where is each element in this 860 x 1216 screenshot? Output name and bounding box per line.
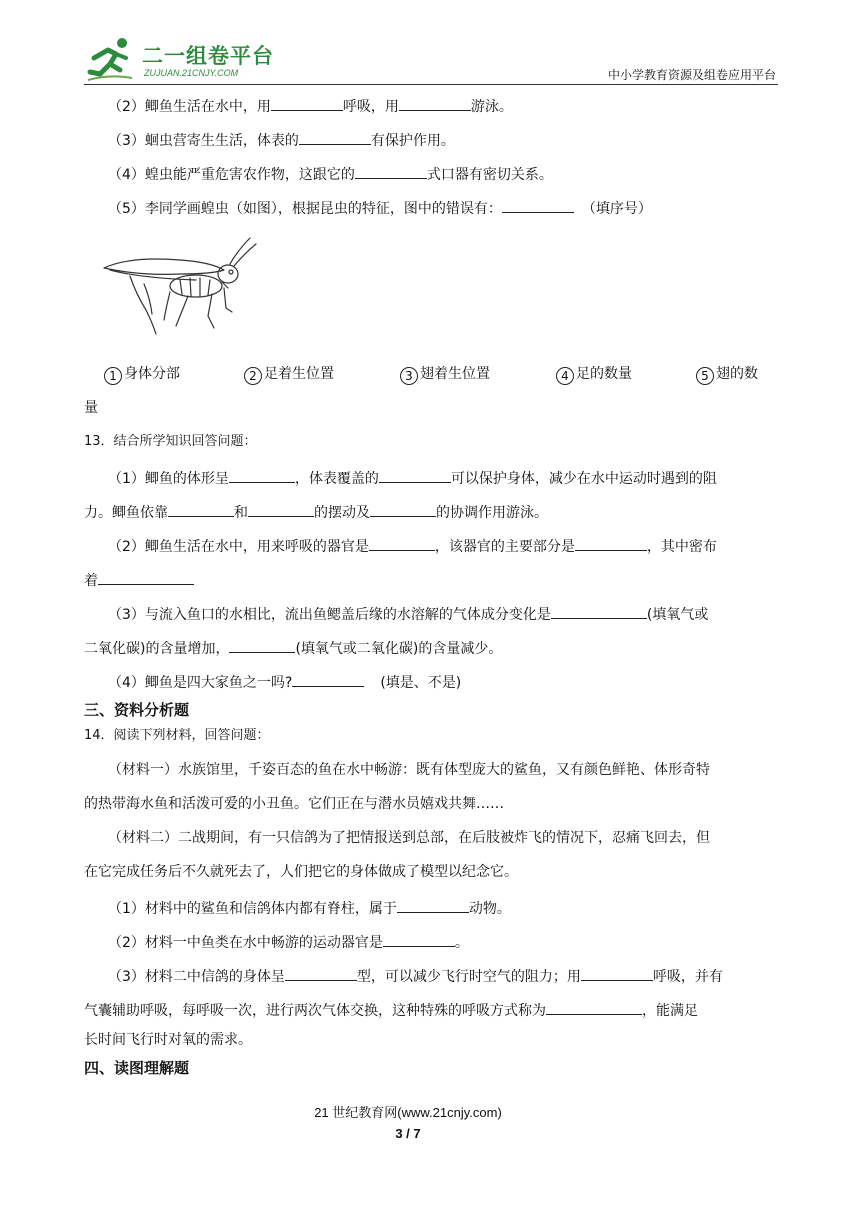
q13-s1-line2: 力。鲫鱼依靠 和 的摆动及 的协调作用游泳。 — [84, 500, 548, 523]
header-rule — [84, 84, 778, 85]
q14-s1: （1）材料中的鲨鱼和信鸽体内都有脊柱，属于 动物。 — [108, 896, 511, 919]
q12-s3: （3）蛔虫营寄生生活，体表的 有保护作用。 — [108, 128, 455, 151]
q12-option-1: 1 身体分部 — [104, 364, 180, 385]
answer-blank[interactable] — [581, 964, 653, 981]
q13-s1-line1: （1）鲫鱼的体形呈 ，体表覆盖的 可以保护身体，减少在水中运动时遇到的阻 — [108, 466, 717, 489]
section-3-title: 三、资料分析题 — [84, 701, 190, 719]
answer-blank[interactable] — [229, 636, 295, 653]
answer-blank[interactable] — [397, 896, 469, 913]
locust-figure — [100, 236, 260, 346]
answer-blank[interactable] — [285, 964, 357, 981]
q14-material1-line1: （材料一）水族馆里，千姿百态的鱼在水中畅游：既有体型庞大的鲨鱼，又有颜色鲜艳、体形奇特 — [108, 762, 710, 778]
answer-blank[interactable] — [355, 162, 427, 179]
q12-s5: （5）李同学画蝗虫（如图），根据昆虫的特征，图中的错误有： （填序号） — [108, 196, 652, 219]
answer-blank[interactable] — [383, 930, 455, 947]
q14-material2-line1: （材料二）二战期间，有一只信鸽为了把情报送到总部，在后肢被炸飞的情况下，忍痛飞回去，但 — [108, 830, 710, 846]
answer-blank[interactable] — [271, 94, 343, 111]
q14-s3-line3: 长时间飞行时对氧的需求。 — [84, 1032, 252, 1048]
logo-subtitle: ZUJUAN.21CNJY.COM — [144, 68, 239, 78]
q13-title: 13．结合所学知识回答问题： — [84, 434, 257, 449]
q12-option-3: 3 翅着生位置 — [400, 364, 490, 385]
answer-blank[interactable] — [248, 500, 314, 517]
q12-option-wrap: 量 — [84, 400, 98, 416]
q14-title: 14．阅读下列材料，回答问题： — [84, 728, 270, 743]
q12-option-5: 5 翅的数 — [696, 364, 758, 385]
q12-option-4: 4 足的数量 — [556, 364, 632, 385]
answer-blank[interactable] — [292, 670, 364, 687]
answer-blank[interactable] — [502, 196, 574, 213]
answer-blank[interactable] — [399, 94, 471, 111]
answer-blank[interactable] — [229, 466, 295, 483]
answer-blank[interactable] — [299, 128, 371, 145]
q13-s3-line2: 二氧化碳)的含量增加， (填氧气或二氧化碳)的含量减少。 — [84, 636, 502, 659]
q12-s4: （4）蝗虫能严重危害农作物，这跟它的 式口器有密切关系。 — [108, 162, 553, 185]
q14-material1-line2: 的热带海水鱼和活泼可爱的小丑鱼。它们正在与潜水员嬉戏共舞…… — [84, 796, 504, 812]
q14-material2-line2: 在它完成任务后不久就死去了，人们把它的身体做成了模型以纪念它。 — [84, 864, 518, 880]
q14-s2: （2）材料一中鱼类在水中畅游的运动器官是 。 — [108, 930, 469, 953]
answer-blank[interactable] — [551, 602, 647, 619]
q13-s4: （4）鲫鱼是四大家鱼之一吗? (填是、不是) — [108, 670, 461, 693]
logo-title: 二一组卷平台 — [142, 44, 274, 68]
answer-blank[interactable] — [168, 500, 234, 517]
q14-s3-line2: 气囊辅助呼吸，每呼吸一次，进行两次气体交换，这种特殊的呼吸方式称为 ，能满足 — [84, 998, 698, 1021]
q14-s3-line1: （3）材料二中信鸽的身体呈 型，可以减少飞行时空气的阻力；用 呼吸，并有 — [108, 964, 723, 987]
answer-blank[interactable] — [575, 534, 647, 551]
page-number: 3 / 7 — [395, 1126, 421, 1141]
q13-s2-line1: （2）鲫鱼生活在水中，用来呼吸的器官是 ，该器官的主要部分是 ，其中密布 — [108, 534, 717, 557]
answer-blank[interactable] — [370, 500, 436, 517]
q13-s3-line1: （3）与流入鱼口的水相比，流出鱼鳃盖后缘的水溶解的气体成分变化是 (填氧气或 — [108, 602, 708, 625]
q13-s2-line2: 着 — [84, 568, 194, 591]
answer-blank[interactable] — [98, 568, 194, 585]
header-right-text: 中小学教育资源及组卷应用平台 — [607, 68, 776, 82]
section-4-title: 四、读图理解题 — [84, 1059, 190, 1077]
answer-blank[interactable] — [546, 998, 642, 1015]
answer-blank[interactable] — [379, 466, 451, 483]
header-logo — [86, 34, 286, 86]
q12-s2: （2）鲫鱼生活在水中，用 呼吸，用 游泳。 — [108, 94, 513, 117]
runner-logo-icon — [86, 36, 134, 82]
footer-site: 21 世纪教育网(www.21cnjy.com) — [314, 1105, 502, 1120]
q12-option-2: 2 足着生位置 — [244, 364, 334, 385]
answer-blank[interactable] — [369, 534, 435, 551]
